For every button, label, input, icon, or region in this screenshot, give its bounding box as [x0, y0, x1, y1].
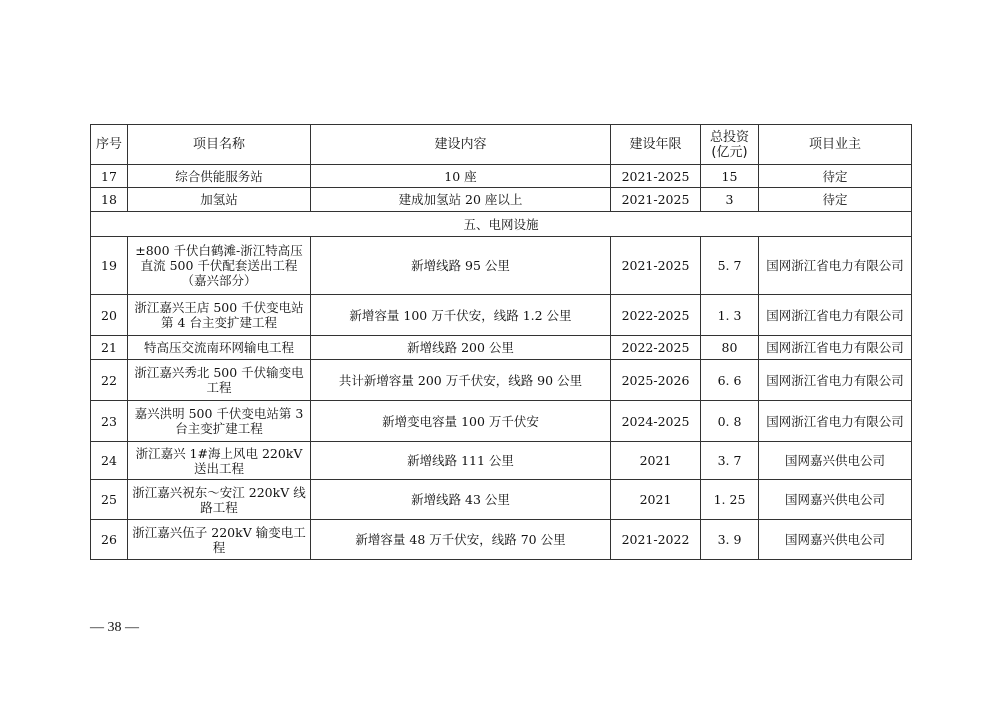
header-years: 建设年限	[611, 125, 701, 165]
cell-investment: 3. 7	[701, 442, 759, 480]
header-no: 序号	[91, 125, 128, 165]
table-row	[91, 360, 912, 401]
cell-years: 2021	[611, 480, 701, 520]
cell-investment: 1. 3	[701, 295, 759, 336]
cell-no: 26	[91, 520, 128, 560]
cell-owner: 待定	[759, 188, 912, 212]
header-investment	[701, 125, 759, 165]
cell-investment: 6. 6	[701, 360, 759, 401]
section-row	[91, 212, 912, 237]
cell-content: 建成加氢站 20 座以上	[311, 188, 611, 212]
cell-content: 共计新增容量 200 万千伏安，线路 90 公里	[311, 360, 611, 401]
cell-owner: 待定	[759, 165, 912, 188]
table-row	[91, 401, 912, 442]
cell-name: 浙江嘉兴祝东～安江 220kV 线路工程	[128, 480, 311, 520]
cell-owner: 国网浙江省电力有限公司	[759, 401, 912, 442]
cell-content: 新增变电容量 100 万千伏安	[311, 401, 611, 442]
cell-investment: 15	[701, 165, 759, 188]
cell-owner: 国网嘉兴供电公司	[759, 442, 912, 480]
cell-years: 2022-2025	[611, 295, 701, 336]
cell-investment: 3. 9	[701, 520, 759, 560]
cell-name: 浙江嘉兴伍子 220kV 输变电工程	[128, 520, 311, 560]
table-row	[91, 237, 912, 295]
cell-years: 2021	[611, 442, 701, 480]
cell-name: 加氢站	[128, 188, 311, 212]
table-row	[91, 520, 912, 560]
cell-owner: 国网浙江省电力有限公司	[759, 336, 912, 360]
header-owner: 项目业主	[759, 125, 912, 165]
cell-no: 20	[91, 295, 128, 336]
header-investment-unit: (亿元)	[711, 144, 748, 160]
cell-years: 2021-2025	[611, 188, 701, 212]
cell-name: ±800 千伏白鹤滩-浙江特高压直流 500 千伏配套送出工程（嘉兴部分）	[128, 237, 311, 295]
cell-years: 2021-2025	[611, 165, 701, 188]
section-title: 五、电网设施	[91, 212, 912, 237]
cell-owner: 国网嘉兴供电公司	[759, 480, 912, 520]
header-content: 建设内容	[311, 125, 611, 165]
cell-content: 新增线路 200 公里	[311, 336, 611, 360]
cell-investment: 1. 25	[701, 480, 759, 520]
cell-content: 新增容量 48 万千伏安，线路 70 公里	[311, 520, 611, 560]
cell-content: 10 座	[311, 165, 611, 188]
cell-no: 24	[91, 442, 128, 480]
cell-owner: 国网浙江省电力有限公司	[759, 360, 912, 401]
cell-content: 新增线路 111 公里	[311, 442, 611, 480]
cell-years: 2024-2025	[611, 401, 701, 442]
cell-no: 23	[91, 401, 128, 442]
cell-name: 嘉兴洪明 500 千伏变电站第 3 台主变扩建工程	[128, 401, 311, 442]
cell-name: 浙江嘉兴秀北 500 千伏输变电工程	[128, 360, 311, 401]
cell-investment: 5. 7	[701, 237, 759, 295]
page-number: — 38 —	[90, 620, 139, 635]
table-row	[91, 480, 912, 520]
cell-content: 新增容量 100 万千伏安，线路 1.2 公里	[311, 295, 611, 336]
cell-owner: 国网浙江省电力有限公司	[759, 237, 912, 295]
cell-content: 新增线路 43 公里	[311, 480, 611, 520]
cell-content: 新增线路 95 公里	[311, 237, 611, 295]
table-row	[91, 165, 912, 188]
cell-years: 2021-2022	[611, 520, 701, 560]
cell-investment: 3	[701, 188, 759, 212]
cell-no: 18	[91, 188, 128, 212]
table-header-row	[91, 125, 912, 165]
cell-owner: 国网浙江省电力有限公司	[759, 295, 912, 336]
table-row	[91, 336, 912, 360]
table-row	[91, 442, 912, 480]
cell-no: 19	[91, 237, 128, 295]
project-table	[90, 124, 912, 560]
header-investment-label: 总投资	[709, 129, 749, 145]
cell-years: 2025-2026	[611, 360, 701, 401]
cell-name: 综合供能服务站	[128, 165, 311, 188]
cell-no: 17	[91, 165, 128, 188]
cell-no: 22	[91, 360, 128, 401]
cell-name: 浙江嘉兴 1#海上风电 220kV 送出工程	[128, 442, 311, 480]
cell-investment: 80	[701, 336, 759, 360]
table-row	[91, 188, 912, 212]
table-row	[91, 295, 912, 336]
cell-years: 2022-2025	[611, 336, 701, 360]
header-name: 项目名称	[128, 125, 311, 165]
cell-no: 21	[91, 336, 128, 360]
cell-years: 2021-2025	[611, 237, 701, 295]
cell-investment: 0. 8	[701, 401, 759, 442]
cell-owner: 国网嘉兴供电公司	[759, 520, 912, 560]
cell-name: 浙江嘉兴王店 500 千伏变电站第 4 台主变扩建工程	[128, 295, 311, 336]
cell-no: 25	[91, 480, 128, 520]
cell-name: 特高压交流南环网输电工程	[128, 336, 311, 360]
